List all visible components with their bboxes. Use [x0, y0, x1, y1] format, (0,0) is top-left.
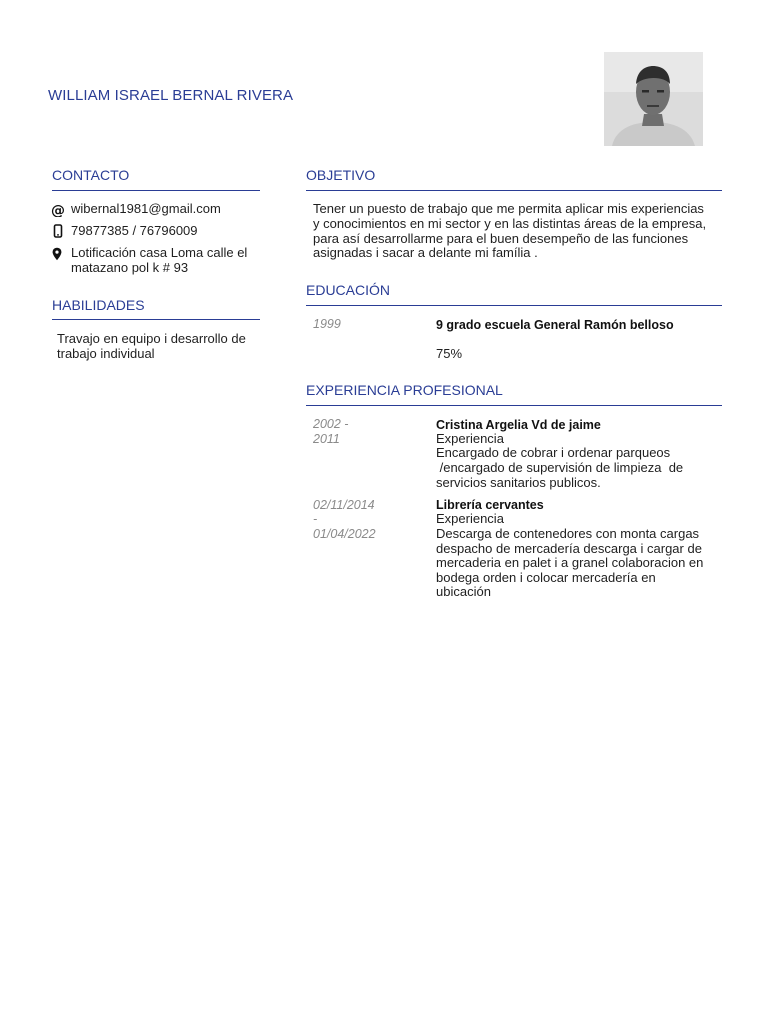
contact-email[interactable]: wibernal1981@gmail.com: [71, 201, 221, 216]
email-icon: [51, 203, 65, 217]
experience-divider: [306, 405, 722, 406]
job1-role: Experiencia: [436, 431, 504, 446]
job2-date-end: 01/04/2022: [313, 527, 376, 541]
objective-line1: Tener un puesto de trabajo que me permita aplicar mis experiencias: [313, 201, 704, 216]
education-grade: 75%: [436, 346, 463, 361]
contact-title: CONTACTO: [52, 167, 130, 183]
job1-date-end: 2011: [313, 432, 340, 446]
education-title: EDUCACIÓN: [306, 282, 391, 298]
job2-desc-line5: ubicación: [436, 584, 491, 599]
job2-desc-line1: Descarga de contenedores con monta cargas: [436, 526, 700, 541]
experience-title: EXPERIENCIA PROFESIONAL: [306, 382, 503, 398]
job2-desc-line2: despacho de mercadería descarga i cargar de: [436, 541, 702, 556]
job1-company: Cristina Argelia Vd de jaime: [436, 418, 601, 432]
objective-line4: asignadas i sacar a delante mi família .: [313, 245, 538, 260]
skills-divider: [52, 319, 260, 320]
skills-line1: Travajo en equipo i desarrollo de: [57, 331, 246, 346]
job2-role: Experiencia: [436, 511, 504, 526]
contact-phone: 79877385 / 76796009: [71, 223, 198, 238]
objective-line3: para así desarrollarme para el buen desempeño de las funciones: [313, 231, 689, 246]
skills-line2: trabajo individual: [57, 346, 155, 361]
contact-address-line1: Lotificación casa Loma calle el: [71, 245, 248, 260]
location-pin-icon: [50, 247, 64, 261]
job2-desc-line3: mercaderia en palet i a granel colaboracion en: [436, 555, 704, 570]
education-divider: [306, 305, 722, 306]
job1-desc-line3: servicios sanitarios publicos.: [436, 475, 601, 490]
contact-divider: [52, 190, 260, 191]
education-school: 9 grado escuela General Ramón belloso: [436, 318, 674, 332]
profile-photo: [604, 52, 703, 146]
job2-date-start: 02/11/2014: [313, 498, 375, 512]
job2-date-sep: -: [313, 512, 318, 526]
education-date: 1999: [313, 317, 341, 331]
candidate-name: WILLIAM ISRAEL BERNAL RIVERA: [48, 87, 294, 104]
contact-address-line2: matazano pol k # 93: [71, 260, 189, 275]
objective-title: OBJETIVO: [306, 167, 376, 183]
job2-company: Librería cervantes: [436, 498, 544, 512]
job1-desc-line1: Encargado de cobrar i ordenar parqueos: [436, 445, 671, 460]
objective-divider: [306, 190, 722, 191]
phone-icon: [51, 224, 65, 238]
skills-title: HABILIDADES: [52, 297, 145, 313]
profile-photo-image: [604, 52, 703, 146]
job2-desc-line4: bodega orden i colocar mercadería en: [436, 570, 656, 585]
job1-desc-line2: /encargado de supervisión de limpieza de: [436, 460, 684, 475]
objective-line2: y conocimientos en mi sector y en las distintas áreas de la empresa,: [313, 216, 707, 231]
job1-date-start: 2002 -: [313, 417, 349, 431]
svg-text:@: @: [51, 203, 65, 217]
